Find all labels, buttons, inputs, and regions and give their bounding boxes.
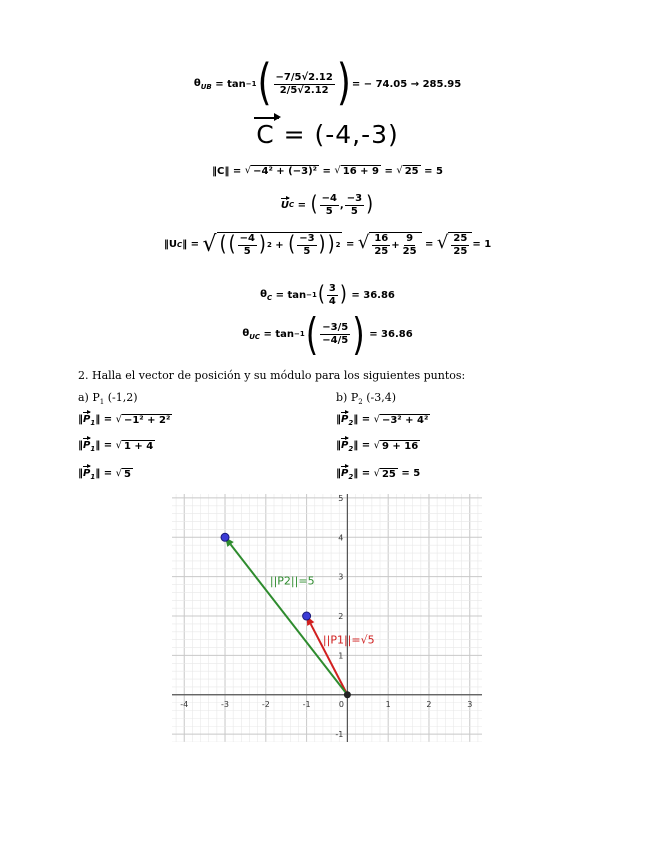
x-tick-label: 0 — [338, 699, 344, 709]
theta-ub-fraction: $\frac{-7/5√2.12}{2/5√2.12}$ — [275, 72, 333, 96]
part-a-line-1: $‖P_1‖$ = √ −1² + 2² — [78, 414, 171, 427]
y-tick-label: -1 — [335, 730, 344, 740]
x-tick-label: 1 — [385, 699, 391, 709]
theta-uc-equation: $\theta_{UC}$ = tan −1 ( $\frac{-3/5}{-4/5}$ ) = 36.86 — [242, 308, 413, 360]
x-tick-label: -2 — [261, 699, 270, 709]
question-text: 2. Halla el vector de posición y su módulo para los siguientes puntos: — [78, 369, 466, 382]
vector-p2 — [231, 544, 348, 694]
part-b-label: b) $P_2$ (-3,4) — [336, 391, 396, 407]
point-origin — [344, 691, 351, 698]
vector-graph — [172, 494, 482, 742]
norm-c-equation: ‖C‖ = √ −4² + (−3)² = √ 16 + 9 = √ 25 = 5 — [212, 165, 443, 177]
x-tick-label: -4 — [180, 699, 189, 709]
grid-layer — [172, 494, 482, 742]
vector-p2-label: ||P2||=5 — [269, 574, 315, 588]
x-tick-label: 2 — [426, 699, 432, 709]
theta-c-equation: $\theta_C$ = tan −1 ( $\frac{3}{4}$ ) = 36.86 — [260, 281, 395, 307]
y-tick-label: 3 — [338, 572, 344, 582]
part-b-line-1: $‖P_2‖$ = √ −3² + 4² — [336, 414, 429, 427]
point-p1 — [303, 612, 311, 620]
y-tick-label: 2 — [338, 612, 344, 622]
theta-ub-result: = − 74.05 → 285.95 — [351, 78, 462, 90]
y-tick-label: 1 — [338, 651, 344, 661]
x-tick-label: -1 — [302, 699, 311, 709]
vector-p1-label: ||P1||=√5 — [322, 633, 375, 647]
theta-ub-lhs: $\theta_{UB}$ — [193, 77, 212, 91]
y-tick-label: 4 — [338, 533, 344, 543]
norm-c-lhs: ‖C‖ — [212, 165, 230, 177]
tan-func: = tan — [215, 78, 246, 90]
part-a-label: a) $P_1$ (-1,2) — [78, 391, 138, 407]
handwritten-vector-c: C = (-4,-3) — [256, 120, 399, 149]
part-b-line-2: $‖P_2‖$ = √ 9 + 16 — [336, 440, 419, 453]
part-b-line-3: $‖P_2‖$ = √ 25 = 5 — [336, 468, 421, 481]
part-a-line-3: $‖P_1‖$ = √ 5 — [78, 468, 131, 481]
theta-ub-equation: $\theta_{UB}$ = tan −1 ( $\frac{-7/5√2.12}{2/5√2.12}$ ) = − 74.05 → 285.95 — [193, 55, 462, 111]
axis-layer — [172, 494, 482, 742]
x-tick-label: 3 — [467, 699, 473, 709]
unit-c-lhs: U — [280, 199, 290, 211]
part-a-line-2: $‖P_1‖$ = √ 1 + 4 — [78, 440, 154, 453]
norm-unit-c-equation: ‖U C ‖ = √ ( ( $\frac{-4}{5}$ ) 2 + ( $\frac{-3}{5}$ ) ) 2 = √ $\frac{16}{25}$ + $\frac{9}{25}$ = √ $\frac{25}{25}$ = 1 — [163, 231, 492, 257]
point-p2 — [221, 533, 229, 541]
x-tick-label: -3 — [221, 699, 230, 709]
y-tick-label: 5 — [338, 494, 344, 503]
unit-c-equation: U C = ( $\frac{-4}{5}$ , $\frac{-3}{5}$ ) — [280, 191, 374, 217]
